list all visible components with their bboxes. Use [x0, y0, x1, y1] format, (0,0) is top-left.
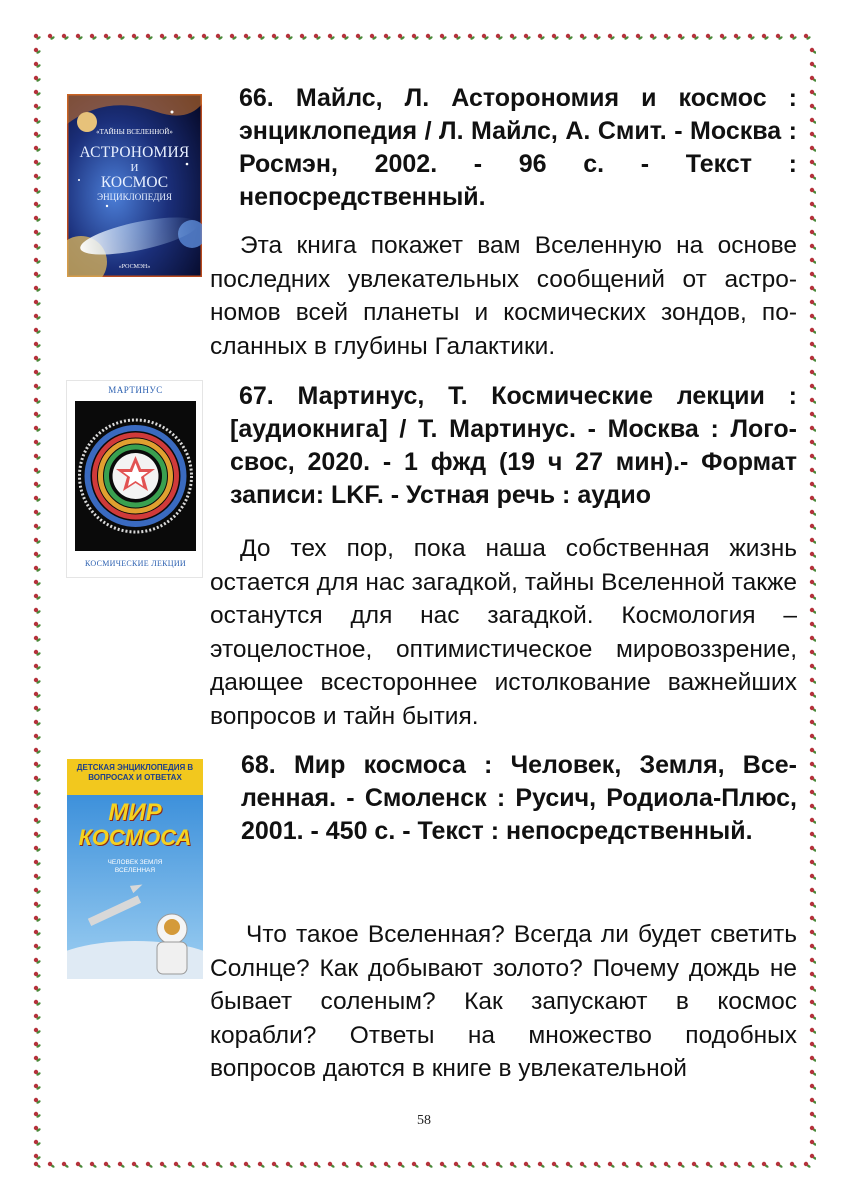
- border-flower: [34, 594, 41, 601]
- border-flower: [810, 1042, 816, 1049]
- border-flower: [34, 1042, 41, 1049]
- border-flower: [34, 76, 41, 83]
- border-flower: [34, 244, 41, 251]
- border-flower: [748, 1162, 755, 1168]
- border-flower: [810, 636, 816, 643]
- border-flower: [810, 468, 816, 475]
- border-flower: [810, 692, 816, 699]
- border-flower: [734, 34, 741, 41]
- border-flower: [810, 524, 816, 531]
- cover-title-line-1: МИР: [108, 799, 162, 826]
- border-flower: [34, 426, 41, 433]
- border-flower: [692, 34, 699, 41]
- border-flower: [272, 34, 279, 41]
- border-flower: [440, 1162, 447, 1168]
- border-flower: [34, 874, 41, 881]
- border-flower: [776, 1162, 783, 1168]
- border-flower: [810, 384, 816, 391]
- cover-publisher-text: «РОСМЭН»: [118, 264, 151, 270]
- border-flower: [810, 580, 816, 587]
- border-flower: [328, 34, 335, 41]
- border-flower: [594, 1162, 601, 1168]
- border-flower: [34, 972, 41, 979]
- border-flower: [34, 1140, 41, 1147]
- border-flower: [692, 1162, 699, 1168]
- border-flower: [90, 1162, 97, 1168]
- border-flower: [34, 300, 41, 307]
- border-flower: [412, 1162, 419, 1168]
- entry-67-description: До тех пор, пока наша собственная жизнь остается для нас загадкой, тайны Вселенной также останутся для нас загадкой. Космология – этоцелостное, оптимистическое мировоззрение, дающее всестороннее истолкование важнейших вопросов и тайн бытия.: [210, 535, 797, 730]
- border-flower: [810, 566, 816, 573]
- border-flower: [286, 34, 293, 41]
- border-flower: [34, 398, 41, 405]
- border-flower: [34, 818, 41, 825]
- border-flower: [636, 1162, 643, 1168]
- border-flower: [398, 34, 405, 41]
- border-flower: [482, 1162, 489, 1168]
- border-flower: [34, 440, 41, 447]
- border-flower: [34, 916, 41, 923]
- border-flower: [720, 1162, 727, 1168]
- border-flower: [538, 34, 545, 41]
- border-flower: [34, 762, 41, 769]
- border-flower: [34, 1000, 41, 1007]
- cover-title-text: КОСМИЧЕСКИЕ ЛЕКЦИИ: [84, 559, 187, 568]
- border-flower: [34, 622, 41, 629]
- border-flower: [734, 1162, 741, 1168]
- border-flower: [810, 734, 816, 741]
- border-flower: [810, 314, 816, 321]
- border-flower: [342, 34, 349, 41]
- border-flower: [810, 1028, 816, 1035]
- border-flower: [34, 930, 41, 937]
- border-flower: [608, 1162, 615, 1168]
- border-flower: [810, 1014, 816, 1021]
- border-flower: [810, 174, 816, 181]
- border-flower: [370, 34, 377, 41]
- border-flower: [34, 1056, 41, 1063]
- border-flower: [398, 1162, 405, 1168]
- border-flower: [454, 1162, 461, 1168]
- border-flower: [810, 426, 816, 433]
- border-flower: [34, 846, 41, 853]
- border-flower: [146, 34, 153, 41]
- border-flower: [810, 664, 816, 671]
- border-flower: [678, 34, 685, 41]
- border-flower: [636, 34, 643, 41]
- border-flower: [34, 146, 41, 153]
- border-flower: [34, 496, 41, 503]
- border-flower: [810, 1084, 816, 1091]
- border-flower: [174, 1162, 181, 1168]
- border-flower: [34, 706, 41, 713]
- border-flower: [48, 34, 55, 41]
- border-flower: [34, 692, 41, 699]
- border-flower: [34, 342, 41, 349]
- border-flower: [48, 1162, 55, 1168]
- border-flower: [810, 818, 816, 825]
- entry-66-description: Эта книга покажет вам Вселенную на основе последних увлекательных сообщений от астрономов всей планеты и космических зондов, посланных в глубины Галактики.: [210, 232, 797, 360]
- border-flower: [370, 1162, 377, 1168]
- border-flower: [566, 34, 573, 41]
- border-flower: [810, 510, 816, 517]
- border-flower: [622, 1162, 629, 1168]
- border-flower: [810, 1070, 816, 1077]
- border-flower: [34, 160, 41, 167]
- border-flower: [412, 34, 419, 41]
- border-flower: [34, 888, 41, 895]
- border-flower: [34, 230, 41, 237]
- border-flower: [810, 720, 816, 727]
- border-flower: [34, 468, 41, 475]
- border-flower: [650, 1162, 657, 1168]
- border-flower: [810, 286, 816, 293]
- border-flower: [810, 958, 816, 965]
- cover-series-text: ДЕТСКАЯ ЭНЦИКЛОПЕДИЯ В ВОПРОСАХ И ОТВЕТАХ: [76, 763, 194, 782]
- border-flower: [384, 1162, 391, 1168]
- border-flower: [706, 34, 713, 41]
- border-flower: [804, 34, 811, 41]
- border-flower: [216, 34, 223, 41]
- border-flower: [34, 860, 41, 867]
- border-flower: [34, 48, 41, 55]
- border-flower: [810, 538, 816, 545]
- border-flower: [132, 1162, 139, 1168]
- border-flower: [810, 888, 816, 895]
- border-flower: [300, 34, 307, 41]
- border-flower: [810, 76, 816, 83]
- entry-66-title: 66. Майлс, Л. Асторономия и космос : энциклопедия / Л. Майлс, А. Смит. - Москва : Росмэн, 2002. - 96 с. - Текст : непосредственный.: [239, 84, 797, 211]
- border-flower: [594, 34, 601, 41]
- border-flower: [258, 34, 265, 41]
- border-flower: [810, 300, 816, 307]
- border-flower: [90, 34, 97, 41]
- border-flower: [188, 34, 195, 41]
- border-flower: [34, 216, 41, 223]
- border-flower: [810, 1140, 816, 1147]
- border-flower: [272, 1162, 279, 1168]
- border-flower: [342, 1162, 349, 1168]
- border-flower: [118, 1162, 125, 1168]
- border-flower: [160, 34, 167, 41]
- cover-title-line-1: АСТРОНОМИЯ: [79, 144, 190, 161]
- border-flower: [426, 34, 433, 41]
- border-flower: [34, 1028, 41, 1035]
- border-flower: [810, 230, 816, 237]
- border-flower: [790, 1162, 797, 1168]
- border-flower: [810, 160, 816, 167]
- border-flower: [34, 552, 41, 559]
- border-flower: [34, 174, 41, 181]
- border-flower: [810, 188, 816, 195]
- border-flower: [810, 594, 816, 601]
- border-flower: [810, 1056, 816, 1063]
- border-flower: [810, 454, 816, 461]
- border-flower: [34, 832, 41, 839]
- border-flower: [34, 790, 41, 797]
- border-flower: [426, 1162, 433, 1168]
- border-flower: [762, 34, 769, 41]
- border-flower: [810, 104, 816, 111]
- border-flower: [810, 370, 816, 377]
- entry-68-description: Что такое Вселенная? Всегда ли будет светить Солнце? Как добывают золото? Почему дождь не бывает соленым? Как запускают в космос корабли? Ответы на множество подобных вопросов даются в книге в увлекательной: [210, 921, 797, 1082]
- border-flower: [810, 762, 816, 769]
- border-flower: [810, 216, 816, 223]
- border-flower: [314, 34, 321, 41]
- border-flower: [34, 118, 41, 125]
- border-flower: [810, 874, 816, 881]
- border-flower: [230, 34, 237, 41]
- border-flower: [34, 286, 41, 293]
- border-flower: [34, 1154, 41, 1161]
- border-flower: [34, 328, 41, 335]
- border-flower: [174, 34, 181, 41]
- border-flower: [216, 1162, 223, 1168]
- border-flower: [62, 34, 69, 41]
- border-flower: [810, 146, 816, 153]
- border-flower: [440, 34, 447, 41]
- border-flower: [328, 1162, 335, 1168]
- border-flower: [34, 272, 41, 279]
- border-flower: [34, 608, 41, 615]
- border-flower: [34, 566, 41, 573]
- border-flower: [810, 678, 816, 685]
- border-flower: [34, 734, 41, 741]
- border-flower: [810, 412, 816, 419]
- border-flower: [810, 356, 816, 363]
- border-flower: [496, 34, 503, 41]
- border-flower: [34, 580, 41, 587]
- border-flower: [810, 986, 816, 993]
- border-flower: [482, 34, 489, 41]
- border-flower: [810, 846, 816, 853]
- border-flower: [810, 398, 816, 405]
- border-flower: [62, 1162, 69, 1168]
- cover-title-line-2: КОСМОСА: [78, 825, 192, 850]
- border-flower: [810, 90, 816, 97]
- border-flower: [34, 1070, 41, 1077]
- border-flower: [580, 1162, 587, 1168]
- border-flower: [34, 104, 41, 111]
- border-flower: [356, 1162, 363, 1168]
- border-flower: [510, 1162, 517, 1168]
- border-flower: [720, 34, 727, 41]
- border-flower: [34, 412, 41, 419]
- border-flower: [202, 34, 209, 41]
- border-flower: [804, 1162, 811, 1168]
- border-flower: [810, 244, 816, 251]
- border-flower: [706, 1162, 713, 1168]
- border-flower: [810, 860, 816, 867]
- border-flower: [810, 944, 816, 951]
- border-flower: [580, 34, 587, 41]
- border-flower: [664, 34, 671, 41]
- border-flower: [810, 202, 816, 209]
- border-flower: [510, 34, 517, 41]
- border-flower: [468, 1162, 475, 1168]
- cover-subtitle-text: ЧЕЛОВЕК ЗЕМЛЯ ВСЕЛЕННАЯ: [107, 859, 163, 874]
- border-flower: [762, 1162, 769, 1168]
- entry-68-title: 68. Мир космоса : Человек, Земля, Вселенная. - Смоленск : Русич, Родиола-Плюс, 2001. - 450 с. - Текст : непосредственный.: [241, 751, 797, 845]
- border-flower: [810, 48, 816, 55]
- border-flower: [244, 34, 251, 41]
- border-flower: [810, 790, 816, 797]
- border-flower: [454, 34, 461, 41]
- book-cover-world-of-space: [67, 759, 203, 979]
- page-number: 58: [417, 1113, 431, 1128]
- cover-author-text: МАРТИНУС: [108, 385, 163, 395]
- border-flower: [810, 706, 816, 713]
- border-flower: [496, 1162, 503, 1168]
- border-flower: [104, 34, 111, 41]
- border-flower: [810, 608, 816, 615]
- border-flower: [104, 1162, 111, 1168]
- border-flower: [34, 902, 41, 909]
- border-flower: [300, 1162, 307, 1168]
- border-flower: [810, 832, 816, 839]
- border-flower: [810, 902, 816, 909]
- border-flower: [34, 34, 41, 41]
- border-flower: [810, 1154, 816, 1161]
- border-flower: [810, 328, 816, 335]
- border-flower: [810, 804, 816, 811]
- border-flower: [34, 538, 41, 545]
- border-flower: [810, 342, 816, 349]
- border-flower: [810, 916, 816, 923]
- border-flower: [34, 62, 41, 69]
- border-flower: [34, 524, 41, 531]
- border-flower: [34, 958, 41, 965]
- border-flower: [34, 454, 41, 461]
- border-flower: [118, 34, 125, 41]
- border-flower: [188, 1162, 195, 1168]
- border-flower: [160, 1162, 167, 1168]
- border-flower: [810, 482, 816, 489]
- cover-title-line-2: И: [130, 162, 139, 174]
- border-flower: [664, 1162, 671, 1168]
- border-flower: [34, 1084, 41, 1091]
- border-flower: [524, 1162, 531, 1168]
- border-flower: [650, 34, 657, 41]
- border-flower: [810, 496, 816, 503]
- border-flower: [810, 62, 816, 69]
- border-flower: [34, 664, 41, 671]
- border-flower: [76, 34, 83, 41]
- border-flower: [810, 972, 816, 979]
- border-flower: [34, 804, 41, 811]
- border-flower: [608, 34, 615, 41]
- entry-67-title: 67. Мартинус, Т. Космические лекции : [аудиокнига] / Т. Мартинус. - Москва : Логосвос, 2020. - 1 фжд (19 ч 27 мин).- Формат записи: LKF. - Устная речь : аудио: [230, 382, 797, 509]
- border-flower: [34, 636, 41, 643]
- border-flower: [356, 34, 363, 41]
- border-flower: [314, 1162, 321, 1168]
- border-flower: [34, 986, 41, 993]
- border-flower: [76, 1162, 83, 1168]
- border-flower: [748, 34, 755, 41]
- border-flower: [810, 776, 816, 783]
- border-flower: [34, 776, 41, 783]
- book-cover-cosmic-lectures: [66, 380, 203, 578]
- border-flower: [34, 748, 41, 755]
- border-flower: [776, 34, 783, 41]
- border-flower: [810, 930, 816, 937]
- cover-series-text: «ТАЙНЫ ВСЕЛЕННОЙ»: [96, 128, 173, 136]
- border-flower: [34, 370, 41, 377]
- border-flower: [790, 34, 797, 41]
- border-flower: [34, 1098, 41, 1105]
- border-flower: [810, 1000, 816, 1007]
- cover-title-line-3: КОСМОС: [100, 174, 169, 191]
- border-flower: [34, 1162, 41, 1168]
- border-flower: [810, 258, 816, 265]
- border-flower: [34, 384, 41, 391]
- border-flower: [34, 314, 41, 321]
- border-flower: [810, 272, 816, 279]
- border-flower: [810, 118, 816, 125]
- border-flower: [146, 1162, 153, 1168]
- border-flower: [810, 440, 816, 447]
- border-flower: [34, 90, 41, 97]
- border-flower: [244, 1162, 251, 1168]
- border-flower: [34, 132, 41, 139]
- cover-title-line-4: ЭНЦИКЛОПЕДИЯ: [97, 192, 172, 202]
- border-flower: [34, 482, 41, 489]
- border-flower: [34, 510, 41, 517]
- border-flower: [34, 202, 41, 209]
- border-flower: [34, 188, 41, 195]
- border-flower: [810, 132, 816, 139]
- border-flower: [622, 34, 629, 41]
- border-flower: [230, 1162, 237, 1168]
- border-flower: [552, 1162, 559, 1168]
- border-flower: [468, 34, 475, 41]
- border-flower: [34, 944, 41, 951]
- border-flower: [384, 34, 391, 41]
- border-flower: [202, 1162, 209, 1168]
- border-flower: [34, 720, 41, 727]
- border-flower: [810, 1098, 816, 1105]
- border-flower: [34, 1014, 41, 1021]
- border-flower: [810, 552, 816, 559]
- border-flower: [524, 34, 531, 41]
- border-flower: [34, 678, 41, 685]
- border-flower: [810, 622, 816, 629]
- border-flower: [810, 748, 816, 755]
- border-flower: [34, 356, 41, 363]
- border-flower: [810, 650, 816, 657]
- book-cover-astronomy: [67, 94, 202, 277]
- border-flower: [132, 34, 139, 41]
- border-flower: [552, 34, 559, 41]
- border-flower: [286, 1162, 293, 1168]
- border-flower: [34, 258, 41, 265]
- border-flower: [538, 1162, 545, 1168]
- border-flower: [258, 1162, 265, 1168]
- border-flower: [678, 1162, 685, 1168]
- border-flower: [34, 650, 41, 657]
- border-flower: [566, 1162, 573, 1168]
